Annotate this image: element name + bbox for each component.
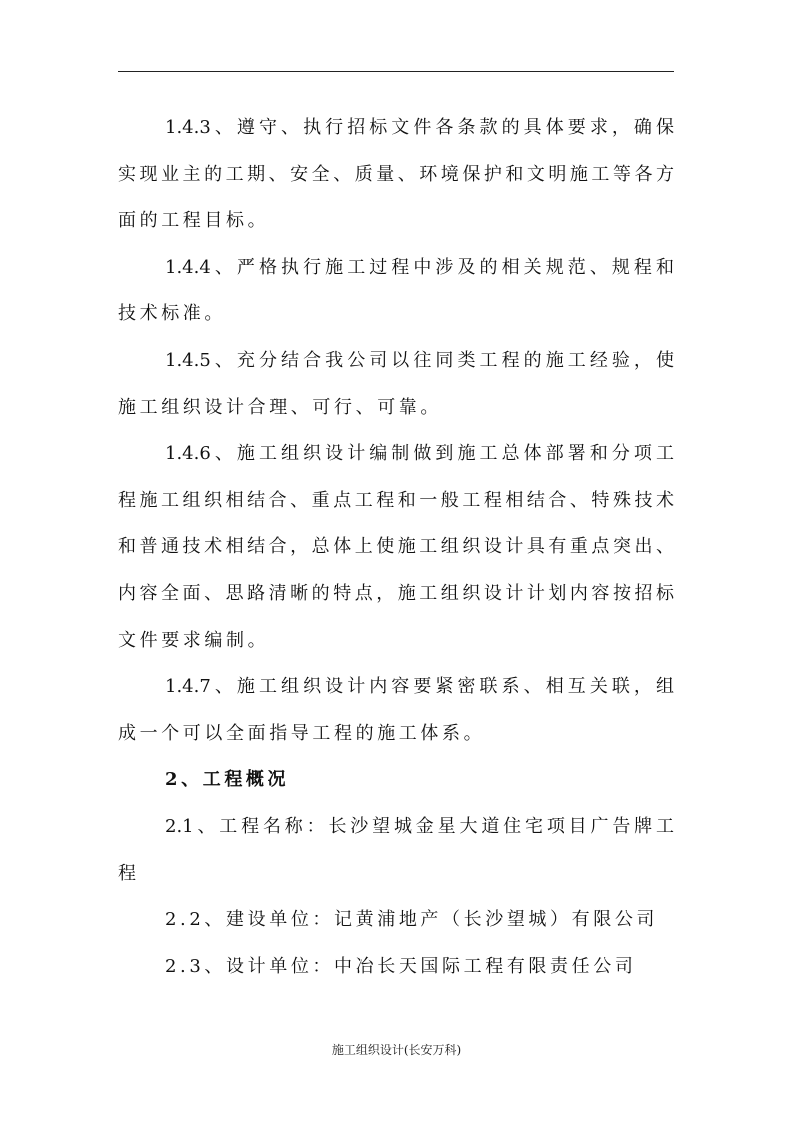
header-rule: [118, 71, 674, 72]
text-line: 2.1、工程名称：长沙望城金星大道住宅项目广告牌工: [165, 816, 674, 837]
text-line: 2.2、建设单位：记黄浦地产（长沙望城）有限公司: [165, 909, 659, 931]
text-line: 技术标准。: [118, 303, 226, 325]
text-line: 面的工程目标。: [118, 210, 270, 232]
text-line: 1.4.7、施工组织设计内容要紧密联系、相互关联，组: [165, 676, 674, 698]
text-line: 文件要求编制。: [118, 629, 270, 651]
text-line: 程施工组织相结合、重点工程和一般工程相结合、特殊技术: [118, 489, 674, 511]
text-line: 成一个可以全面指导工程的施工体系。: [118, 722, 486, 744]
text-line: 1.4.3、遵守、执行招标文件各条款的具体要求，确保: [165, 117, 674, 138]
page-footer: 施工组织设计(长安万科): [331, 1043, 462, 1057]
text-line: 和普通技术相结合，总体上使施工组织设计具有重点突出、: [118, 536, 674, 558]
text-line: 施工组织设计合理、可行、可靠。: [118, 396, 442, 418]
text-line: 1.4.4、严格执行施工过程中涉及的相关规范、规程和: [165, 256, 674, 278]
text-line: 程: [118, 862, 140, 884]
text-line: 1.4.5、充分结合我公司以往同类工程的施工经验，使: [165, 350, 674, 371]
text-line: 2.3、设计单位：中冶长天国际工程有限责任公司: [165, 955, 637, 977]
text-line: 1.4.6、施工组织设计编制做到施工总体部署和分项工: [165, 443, 674, 465]
section-heading: 2、工程概况: [165, 769, 290, 791]
text-line: 内容全面、思路清晰的特点，施工组织设计计划内容按招标: [118, 583, 674, 604]
text-line: 实现业主的工期、安全、质量、环境保护和文明施工等各方: [118, 163, 674, 185]
